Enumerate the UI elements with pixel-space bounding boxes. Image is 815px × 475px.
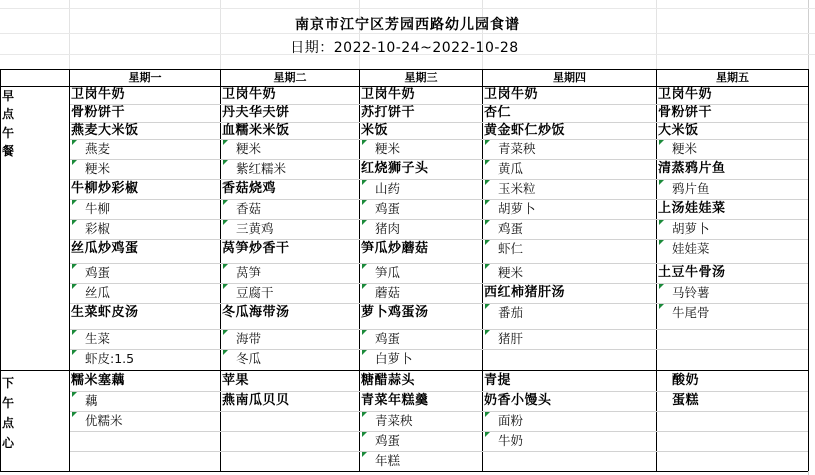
ingredient-name: 藕 — [71, 392, 233, 410]
grid-line — [0, 8, 815, 9]
row-line — [70, 391, 808, 392]
cell-comment-marker — [659, 140, 664, 145]
grid-line — [656, 0, 657, 69]
side-label-snack-3: 点 — [2, 416, 15, 430]
ingredient-name: 青菜秧 — [484, 140, 669, 158]
side-label-snack-1: 下 — [2, 376, 15, 390]
side-label-snack-4: 心 — [2, 436, 15, 450]
ingredient-name: 猪肉 — [361, 220, 495, 238]
side-label-lunch-2: 餐 — [2, 144, 15, 158]
day-header-mon: 星期一 — [128, 71, 162, 84]
ingredient-name: 彩椒 — [71, 220, 233, 238]
dish-name: 酸奶 — [672, 373, 700, 388]
ingredient-name: 鸡蛋 — [484, 220, 669, 238]
ingredient-name: 胡萝卜 — [658, 220, 815, 238]
ingredient-name: 虾仁 — [484, 240, 669, 258]
row-line — [70, 411, 808, 412]
ingredient-name: 鸦片鱼 — [658, 180, 815, 198]
ingredient-name: 牛奶 — [484, 432, 669, 450]
dish-name: 生菜虾皮汤 — [71, 305, 139, 320]
dish-name: 杏仁 — [484, 105, 512, 120]
dish-name: 西红柿猪肝汤 — [484, 285, 566, 300]
table-border-bottom — [0, 471, 808, 472]
cell-comment-marker — [72, 160, 77, 165]
page-title: 南京市江宁区芳园西路幼儿园食谱 — [295, 17, 520, 33]
ingredient-name: 蘑菇 — [361, 284, 495, 302]
ingredient-name: 玉米粒 — [484, 180, 669, 198]
dish-name: 莴笋炒香干 — [222, 241, 290, 256]
ingredient-name: 鸡蛋 — [71, 264, 233, 282]
dish-name: 丹夫华夫饼 — [222, 105, 290, 120]
dish-name: 丝瓜炒鸡蛋 — [71, 241, 139, 256]
dish-name: 上汤娃娃菜 — [658, 201, 726, 216]
ingredient-name: 番茄 — [484, 304, 669, 322]
dish-name: 青菜年糕羹 — [361, 393, 429, 408]
dish-name: 燕麦大米饭 — [71, 123, 139, 138]
cell-comment-marker — [72, 392, 77, 397]
ingredient-name: 丝瓜 — [71, 284, 233, 302]
ingredient-name: 牛尾骨 — [658, 304, 815, 322]
dish-name: 清蒸鸦片鱼 — [658, 161, 726, 176]
cell-comment-marker — [659, 284, 664, 289]
cell-comment-marker — [362, 432, 367, 437]
dish-name: 萝卜鸡蛋汤 — [361, 305, 429, 320]
cell-comment-marker — [72, 200, 77, 205]
cell-comment-marker — [362, 452, 367, 457]
date-range: 日期：2022-10-24~2022-10-28 — [290, 40, 519, 56]
ingredient-name: 马铃薯 — [658, 284, 815, 302]
dish-name: 冬瓜海带汤 — [222, 305, 290, 320]
ingredient-name: 优糯米 — [71, 412, 233, 430]
row-line — [70, 329, 808, 330]
dish-name: 糯米塞藕 — [71, 373, 126, 388]
dish-name: 奶香小馒头 — [484, 393, 552, 408]
dish-name: 卫岗牛奶 — [484, 87, 539, 102]
ingredient-name: 燕麦 — [71, 140, 233, 158]
cell-comment-marker — [485, 330, 490, 335]
ingredient-name: 胡萝卜 — [484, 200, 669, 218]
cell-comment-marker — [72, 140, 77, 145]
side-label-breakfast-2: 点 — [2, 107, 15, 121]
ingredient-name: 黄瓜 — [484, 160, 669, 178]
dish-name: 血糯米米饭 — [222, 123, 290, 138]
cell-comment-marker — [485, 180, 490, 185]
cell-comment-marker — [659, 220, 664, 225]
cell-comment-marker — [223, 350, 228, 355]
dish-name: 米饭 — [361, 123, 389, 138]
cell-comment-marker — [362, 180, 367, 185]
ingredient-name: 面粉 — [484, 412, 669, 430]
cell-comment-marker — [362, 220, 367, 225]
day-header-wed: 星期三 — [404, 71, 438, 84]
ingredient-name: 青菜秧 — [361, 412, 495, 430]
ingredient-name: 豆腐干 — [222, 284, 372, 302]
cell-comment-marker — [72, 264, 77, 269]
dish-name: 骨粉饼干 — [71, 105, 126, 120]
cell-comment-marker — [485, 432, 490, 437]
row-line — [70, 179, 808, 180]
dish-name: 苏打饼干 — [361, 105, 416, 120]
row-line — [70, 159, 808, 160]
cell-comment-marker — [362, 350, 367, 355]
cell-comment-marker — [485, 200, 490, 205]
dish-name: 大米饭 — [658, 123, 699, 138]
ingredient-name: 牛柳 — [71, 200, 233, 218]
cell-comment-marker — [362, 200, 367, 205]
ingredient-name: 笋瓜 — [361, 264, 495, 282]
grid-line — [359, 0, 360, 69]
cell-comment-marker — [485, 220, 490, 225]
cell-comment-marker — [223, 220, 228, 225]
dish-name: 卫岗牛奶 — [71, 87, 126, 102]
row-line — [70, 303, 808, 304]
grid-line — [482, 0, 483, 69]
day-header-thu: 星期四 — [553, 71, 586, 84]
ingredient-name: 猪肝 — [484, 330, 669, 348]
row-line — [70, 431, 808, 432]
day-header-fri: 星期五 — [716, 71, 749, 84]
ingredient-name: 冬瓜 — [222, 350, 372, 368]
dish-name: 青提 — [484, 373, 512, 388]
row-line — [70, 283, 808, 284]
row-line — [70, 104, 808, 105]
row-line — [70, 139, 808, 140]
col-border — [0, 69, 1, 471]
dish-name: 笋瓜炒蘑菇 — [361, 241, 429, 256]
row-line — [70, 239, 808, 240]
ingredient-name: 白萝卜 — [361, 350, 495, 368]
ingredient-name: 生菜 — [71, 330, 233, 348]
row-line — [70, 263, 808, 264]
ingredient-name: 粳米 — [222, 140, 372, 158]
ingredient-name: 粳米 — [71, 160, 233, 178]
cell-comment-marker — [72, 284, 77, 289]
cell-comment-marker — [223, 140, 228, 145]
cell-comment-marker — [72, 350, 77, 355]
cell-comment-marker — [659, 240, 664, 245]
cell-comment-marker — [485, 264, 490, 269]
dish-name: 卫岗牛奶 — [222, 87, 277, 102]
ingredient-name: 海带 — [222, 330, 372, 348]
ingredient-name: 虾皮:1.5 — [71, 350, 233, 368]
cell-comment-marker — [485, 140, 490, 145]
ingredient-name: 山药 — [361, 180, 495, 198]
row-line — [70, 219, 808, 220]
dish-name: 燕南瓜贝贝 — [222, 393, 290, 408]
day-header-tue: 星期二 — [273, 71, 307, 84]
ingredient-name: 粳米 — [361, 140, 495, 158]
cell-comment-marker — [659, 180, 664, 185]
cell-comment-marker — [485, 240, 490, 245]
cell-comment-marker — [362, 412, 367, 417]
cell-comment-marker — [362, 284, 367, 289]
row-line — [70, 199, 808, 200]
ingredient-name: 三黄鸡 — [222, 220, 372, 238]
cell-comment-marker — [223, 330, 228, 335]
row-line — [70, 349, 808, 350]
cell-comment-marker — [223, 264, 228, 269]
ingredient-name: 鸡蛋 — [361, 432, 495, 450]
dish-name: 土豆牛骨汤 — [658, 265, 726, 280]
cell-comment-marker — [362, 140, 367, 145]
ingredient-name: 粳米 — [484, 264, 669, 282]
ingredient-name: 鸡蛋 — [361, 200, 495, 218]
side-label-lunch-1: 午 — [2, 126, 15, 140]
dish-name: 牛柳炒彩椒 — [71, 181, 139, 196]
cell-comment-marker — [485, 304, 490, 309]
dish-name: 苹果 — [222, 373, 250, 388]
cell-comment-marker — [362, 330, 367, 335]
dish-name: 蛋糕 — [672, 393, 700, 408]
cell-comment-marker — [72, 330, 77, 335]
dish-name: 骨粉饼干 — [658, 105, 713, 120]
ingredient-name: 莴笋 — [222, 264, 372, 282]
grid-line — [220, 0, 221, 69]
cell-comment-marker — [485, 160, 490, 165]
dish-name: 卫岗牛奶 — [658, 87, 713, 102]
ingredient-name: 鸡蛋 — [361, 330, 495, 348]
dish-name: 红烧狮子头 — [361, 161, 429, 176]
dish-name: 糖醋蒜头 — [361, 373, 416, 388]
ingredient-name: 娃娃菜 — [658, 240, 815, 258]
dish-name: 卫岗牛奶 — [361, 87, 416, 102]
cell-comment-marker — [72, 220, 77, 225]
cell-comment-marker — [223, 200, 228, 205]
cell-comment-marker — [72, 412, 77, 417]
cell-comment-marker — [223, 160, 228, 165]
ingredient-name: 紫红糯米 — [222, 160, 372, 178]
dish-name: 黄金虾仁炒饭 — [484, 123, 566, 138]
ingredient-name: 粳米 — [658, 140, 815, 158]
snack-border — [0, 370, 808, 371]
cell-comment-marker — [659, 304, 664, 309]
ingredient-name: 香菇 — [222, 200, 372, 218]
cell-comment-marker — [362, 264, 367, 269]
ingredient-name: 年糕 — [361, 452, 495, 470]
cell-comment-marker — [485, 412, 490, 417]
col-border — [808, 69, 809, 471]
grid-line — [69, 0, 70, 69]
side-label-breakfast-1: 早 — [2, 89, 15, 103]
row-line — [70, 451, 808, 452]
cell-comment-marker — [223, 284, 228, 289]
dish-name: 香菇烧鸡 — [222, 181, 277, 196]
side-label-snack-2: 午 — [2, 396, 15, 410]
